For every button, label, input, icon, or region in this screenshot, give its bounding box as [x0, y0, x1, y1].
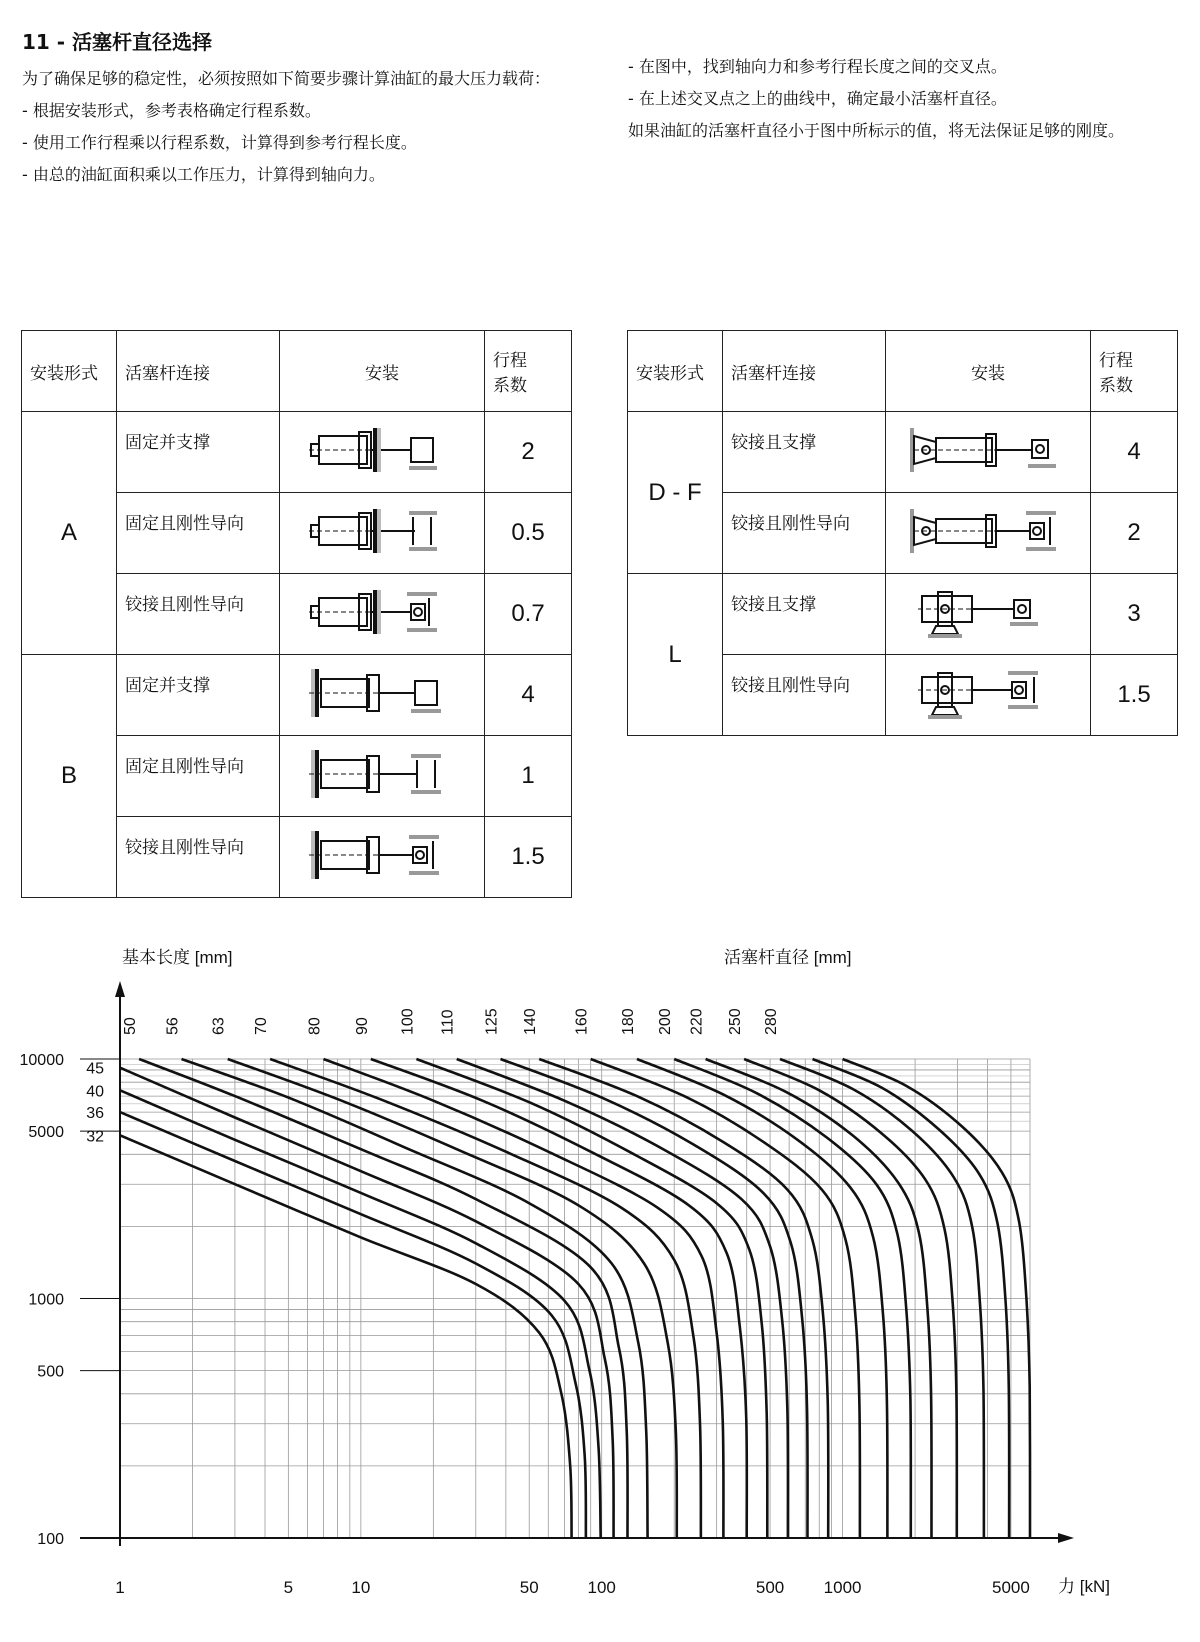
connection-cell: 铰接且刚性导向	[723, 655, 886, 736]
connection-cell: 铰接且支撑	[723, 574, 886, 655]
mounting-table-right	[627, 330, 1178, 736]
factor-cell: 1.5	[485, 817, 572, 898]
x-tick-label: 1	[115, 1578, 125, 1597]
header-form: 安装形式	[628, 331, 723, 412]
fixed-guided-mount-icon	[307, 503, 457, 559]
header-factor-l1: 行程	[1099, 351, 1133, 371]
factor-cell: 1.5	[1091, 655, 1178, 736]
rod-diameter-chart	[0, 935, 1200, 1642]
x-axis-title: 力 [kN]	[1058, 1577, 1110, 1596]
form-a: A	[22, 412, 117, 655]
mount-diagram-cell	[886, 493, 1091, 574]
rear-flange-guided-mount-icon	[307, 746, 457, 802]
form-d-f: D - F	[628, 412, 723, 574]
connection-cell: 铰接且刚性导向	[723, 493, 886, 574]
header-mounting: 安装	[886, 331, 1091, 412]
header-factor	[485, 331, 572, 412]
header-connection: 活塞杆连接	[723, 331, 886, 412]
step-1: - 根据安装形式，参考表格确定行程系数。	[22, 101, 321, 120]
x-tick-label: 500	[755, 1578, 785, 1597]
mount-diagram-cell	[280, 655, 485, 736]
series-label-top: 160	[573, 1008, 591, 1035]
connection-cell: 固定且刚性导向	[117, 493, 280, 574]
form-l: L	[628, 574, 723, 736]
factor-cell: 1	[485, 736, 572, 817]
x-tick-label: 10	[351, 1578, 371, 1597]
intro-left-column	[22, 68, 582, 196]
form-b: B	[22, 655, 117, 898]
header-form: 安装形式	[22, 331, 117, 412]
series-label-top: 280	[763, 1008, 781, 1035]
header-factor-l1: 行程	[493, 351, 527, 371]
factor-cell: 3	[1091, 574, 1178, 655]
mount-diagram-cell	[886, 574, 1091, 655]
series-label-top: 220	[688, 1008, 706, 1035]
x-tick-label: 5000	[992, 1578, 1030, 1597]
clevis-supported-mount-icon	[908, 422, 1068, 478]
series-label-top: 80	[306, 1017, 324, 1035]
chart-grid	[120, 1059, 1030, 1538]
factor-cell: 0.5	[485, 493, 572, 574]
y-axis-arrow	[115, 981, 125, 997]
trunnion-supported-mount-icon	[908, 584, 1068, 640]
curve-40	[120, 1090, 601, 1538]
intro-right-column	[628, 56, 1188, 152]
factor-cell: 4	[485, 655, 572, 736]
rear-flange-supported-mount-icon	[307, 665, 457, 721]
step-4: - 在图中，找到轴向力和参考行程长度之间的交叉点。	[628, 57, 1007, 76]
series-label-top: 70	[253, 1017, 271, 1035]
curve-32	[120, 1135, 572, 1538]
step-5: - 在上述交叉点之上的曲线中，确定最小活塞杆直径。	[628, 89, 1007, 108]
mount-diagram-cell	[280, 574, 485, 655]
series-label-left: 40	[86, 1083, 104, 1101]
chart-axes	[80, 981, 1074, 1546]
series-label-top: 180	[619, 1008, 637, 1035]
factor-cell: 4	[1091, 412, 1178, 493]
connection-cell: 铰接且支撑	[723, 412, 886, 493]
series-label-top: 100	[399, 1008, 417, 1035]
y-tick-label: 5000	[28, 1124, 64, 1142]
mount-diagram-cell	[280, 817, 485, 898]
factor-cell: 0.7	[485, 574, 572, 655]
connection-cell: 铰接且刚性导向	[117, 817, 280, 898]
header-connection: 活塞杆连接	[117, 331, 280, 412]
step-2: - 使用工作行程乘以行程系数，计算得到参考行程长度。	[22, 133, 417, 152]
header-factor	[1091, 331, 1178, 412]
y-axis-title: 基本长度 [mm]	[122, 948, 233, 967]
series-label-top: 50	[122, 1017, 140, 1035]
header-factor-l2: 系数	[1099, 376, 1133, 396]
rear-flange-pivot-mount-icon	[307, 827, 457, 883]
fixed-supported-mount-icon	[307, 422, 457, 478]
header-factor-l2: 系数	[493, 376, 527, 396]
pivot-guided-mount-icon	[307, 584, 457, 640]
step-3: - 由总的油缸面积乘以工作压力，计算得到轴向力。	[22, 165, 385, 184]
series-label-left: 32	[86, 1128, 104, 1146]
header-mounting: 安装	[280, 331, 485, 412]
series-label-top: 140	[522, 1008, 540, 1035]
mount-diagram-cell	[886, 412, 1091, 493]
factor-cell: 2	[485, 412, 572, 493]
series-label-top: 110	[439, 1009, 457, 1035]
series-label-left: 36	[86, 1105, 104, 1123]
trunnion-guided-mount-icon	[908, 665, 1068, 721]
x-tick-label: 50	[519, 1578, 539, 1597]
mount-diagram-cell	[280, 736, 485, 817]
factor-cell: 2	[1091, 493, 1178, 574]
clevis-guided-mount-icon	[908, 503, 1068, 559]
series-label-top: 90	[353, 1017, 371, 1035]
series-label-top: 250	[727, 1008, 745, 1035]
mounting-table-left	[21, 330, 572, 898]
y-tick-label: 1000	[28, 1291, 64, 1309]
mount-diagram-cell	[886, 655, 1091, 736]
y-tick-label: 100	[37, 1531, 64, 1548]
x-tick-label: 1000	[823, 1578, 862, 1597]
series-label-left: 45	[86, 1060, 104, 1078]
x-tick-label: 100	[587, 1578, 616, 1597]
mount-diagram-cell	[280, 412, 485, 493]
series-label-top: 63	[210, 1017, 228, 1035]
connection-cell: 固定并支撑	[117, 655, 280, 736]
y-tick-label: 10000	[19, 1052, 64, 1069]
connection-cell: 铰接且刚性导向	[117, 574, 280, 655]
stiffness-note: 如果油缸的活塞杆直径小于图中所标示的值，将无法保证足够的刚度。	[628, 121, 1125, 140]
rod-diameter-title: 活塞杆直径 [mm]	[724, 948, 852, 967]
series-label-top: 125	[483, 1008, 501, 1035]
y-tick-label: 500	[37, 1363, 64, 1381]
series-label-top: 56	[164, 1017, 182, 1035]
x-tick-label: 5	[283, 1578, 294, 1597]
series-label-top: 200	[657, 1008, 675, 1035]
mount-diagram-cell	[280, 493, 485, 574]
x-axis-arrow	[1058, 1533, 1074, 1543]
connection-cell: 固定且刚性导向	[117, 736, 280, 817]
connection-cell: 固定并支撑	[117, 412, 280, 493]
page-title: 11 - 活塞杆直径选择	[22, 30, 213, 54]
intro-paragraph: 为了确保足够的稳定性，必须按照如下简要步骤计算油缸的最大压力载荷：	[22, 69, 551, 88]
